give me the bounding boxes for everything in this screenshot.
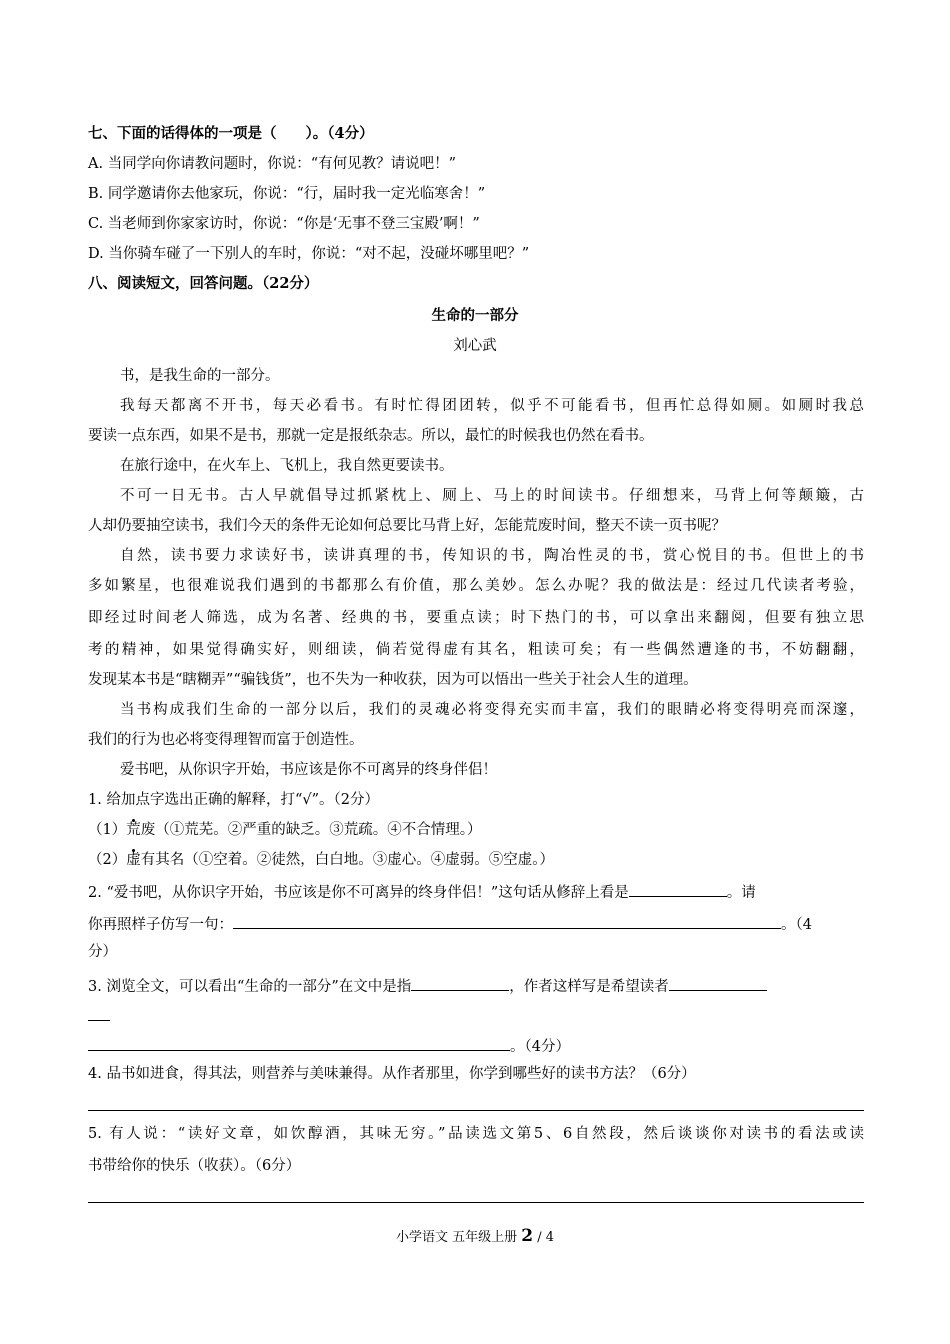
answer-blank[interactable] bbox=[88, 1034, 510, 1051]
passage-line: 我们的行为也必将变得理智而富于创造性。 bbox=[88, 732, 364, 748]
question-2-line-3: 分） bbox=[88, 944, 117, 960]
question-4: 4. 品书如进食，得其法，则营养与美味兼得。从作者那里，你学到哪些好的读书方法？（6分） bbox=[88, 1066, 696, 1082]
page-number: 2 bbox=[521, 1226, 534, 1246]
passage-line: 书，是我生命的一部分。 bbox=[120, 368, 280, 384]
passage-line: 爱书吧，从你识字开始，书应该是你不可离异的终身伴侣！ bbox=[120, 762, 497, 778]
answer-blank[interactable] bbox=[669, 974, 767, 991]
question-1-item-2: （2）虚有其名（①空着。②徒然，白白地。③虚心。④虚弱。⑤空虚。） bbox=[88, 852, 554, 868]
answer-blank[interactable] bbox=[629, 880, 727, 897]
question-5-line-2: 书带给你的快乐（收获）。（6分） bbox=[88, 1158, 301, 1174]
answer-line[interactable] bbox=[88, 1202, 864, 1203]
passage-line: 我每天都离不开书，每天必看书。有时忙得团团转，似乎不可能看书，但再忙总得如厕。如厕时我总 bbox=[120, 398, 864, 414]
passage-line: 考的精神，如果觉得确实好，则细读，倘若觉得虚有其名，粗读可矣；有一些偶然遭逢的书，不妨翻翻， bbox=[88, 642, 864, 658]
footer-text: 小学语文 五年级上册 bbox=[395, 1230, 518, 1245]
passage-line: 在旅行途中，在火车上、飞机上，我自然更要读书。 bbox=[120, 458, 454, 474]
passage-line: 当书构成我们生命的一部分以后，我们的灵魂必将变得充实而丰富，我们的眼睛必将变得明亮而深邃， bbox=[120, 702, 864, 718]
question-1-item-1: （1）荒废（①荒芜。②严重的缺乏。③荒疏。④不合情理。） bbox=[88, 822, 482, 838]
q7-title: 七、下面的话得体的一项是（ ）。（4分） bbox=[88, 125, 374, 142]
q7-option-b: B. 同学邀请你去他家玩，你说：“行，届时我一定光临寒舍！” bbox=[88, 186, 486, 202]
passage-line: 多如繁星，也很难说我们遇到的书都那么有价值，那么美妙。怎么办呢？我的做法是：经过几代读者考验， bbox=[88, 578, 864, 594]
q7-option-a: A. 当同学向你请教问题时，你说：“有何见教？请说吧！” bbox=[88, 156, 457, 172]
answer-blank[interactable] bbox=[411, 974, 509, 991]
passage-line: 即经过时间老人筛选，成为名著、经典的书，要重点读；时下热门的书，可以拿出来翻阅，但要有独立思 bbox=[88, 610, 864, 626]
page-total: / 4 bbox=[537, 1230, 555, 1245]
passage-author: 刘心武 bbox=[453, 338, 497, 354]
page-footer bbox=[0, 1226, 950, 1246]
passage-line: 人却仍要抽空读书，我们今天的条件无论如何总要比马背上好，怎能荒废时间，整天不读一页书呢？ bbox=[88, 518, 726, 534]
question-5-line-1: 5. 有人说：“读好文章，如饮醇酒，其味无穷。”品读选文第5、6自然段，然后谈谈你对读书的看法或读 bbox=[88, 1126, 864, 1142]
passage-title: 生命的一部分 bbox=[431, 307, 519, 324]
question-2-line-2: 你再照样子仿写一句： 。（4 bbox=[88, 912, 812, 935]
question-1: 1. 给加点字选出正确的解释，打“√”。（2分） bbox=[88, 792, 379, 808]
question-3-line-1: 3. 浏览全文，可以看出“生命的一部分”在文中是指 ，作者这样写是希望读者 bbox=[88, 974, 767, 997]
q7-option-c: C. 当老师到你家家访时，你说：“你是‘无事不登三宝殿’啊！” bbox=[88, 216, 480, 232]
question-2-line-1: 2. “爱书吧，从你识字开始，书应该是你不可离异的终身伴侣！”这句话从修辞上看是 。请 bbox=[88, 880, 756, 903]
passage-line: 要读一点东西，如果不是书，那就一定是报纸杂志。所以，最忙的时候我也仍然在看书。 bbox=[88, 428, 654, 444]
question-3-line-2: 。（4分） bbox=[88, 1034, 570, 1057]
passage-line: 自然，读书要力求读好书，读讲真理的书，传知识的书，陶冶性灵的书，赏心悦目的书。但世上的书 bbox=[120, 548, 864, 564]
passage-line: 不可一日无书。古人早就倡导过抓紧枕上、厕上、马上的时间读书。仔细想来，马背上何等颠簸，古 bbox=[120, 488, 864, 504]
q7-option-d: D. 当你骑车碰了一下别人的车时，你说：“对不起，没碰坏哪里吧？” bbox=[88, 246, 530, 262]
emphasis-dot-char: 虚 bbox=[126, 852, 141, 868]
q8-title: 八、阅读短文，回答问题。（22分） bbox=[88, 275, 319, 292]
answer-blank[interactable] bbox=[233, 912, 781, 929]
emphasis-dot-char: 荒 bbox=[126, 822, 141, 838]
answer-line[interactable] bbox=[88, 1110, 864, 1111]
answer-blank[interactable] bbox=[88, 1004, 110, 1027]
passage-line: 发现某本书是“瞎糊弄”“骗钱货”，也不失为一种收获，因为可以悟出一些关于社会人生的道理。 bbox=[88, 672, 698, 688]
